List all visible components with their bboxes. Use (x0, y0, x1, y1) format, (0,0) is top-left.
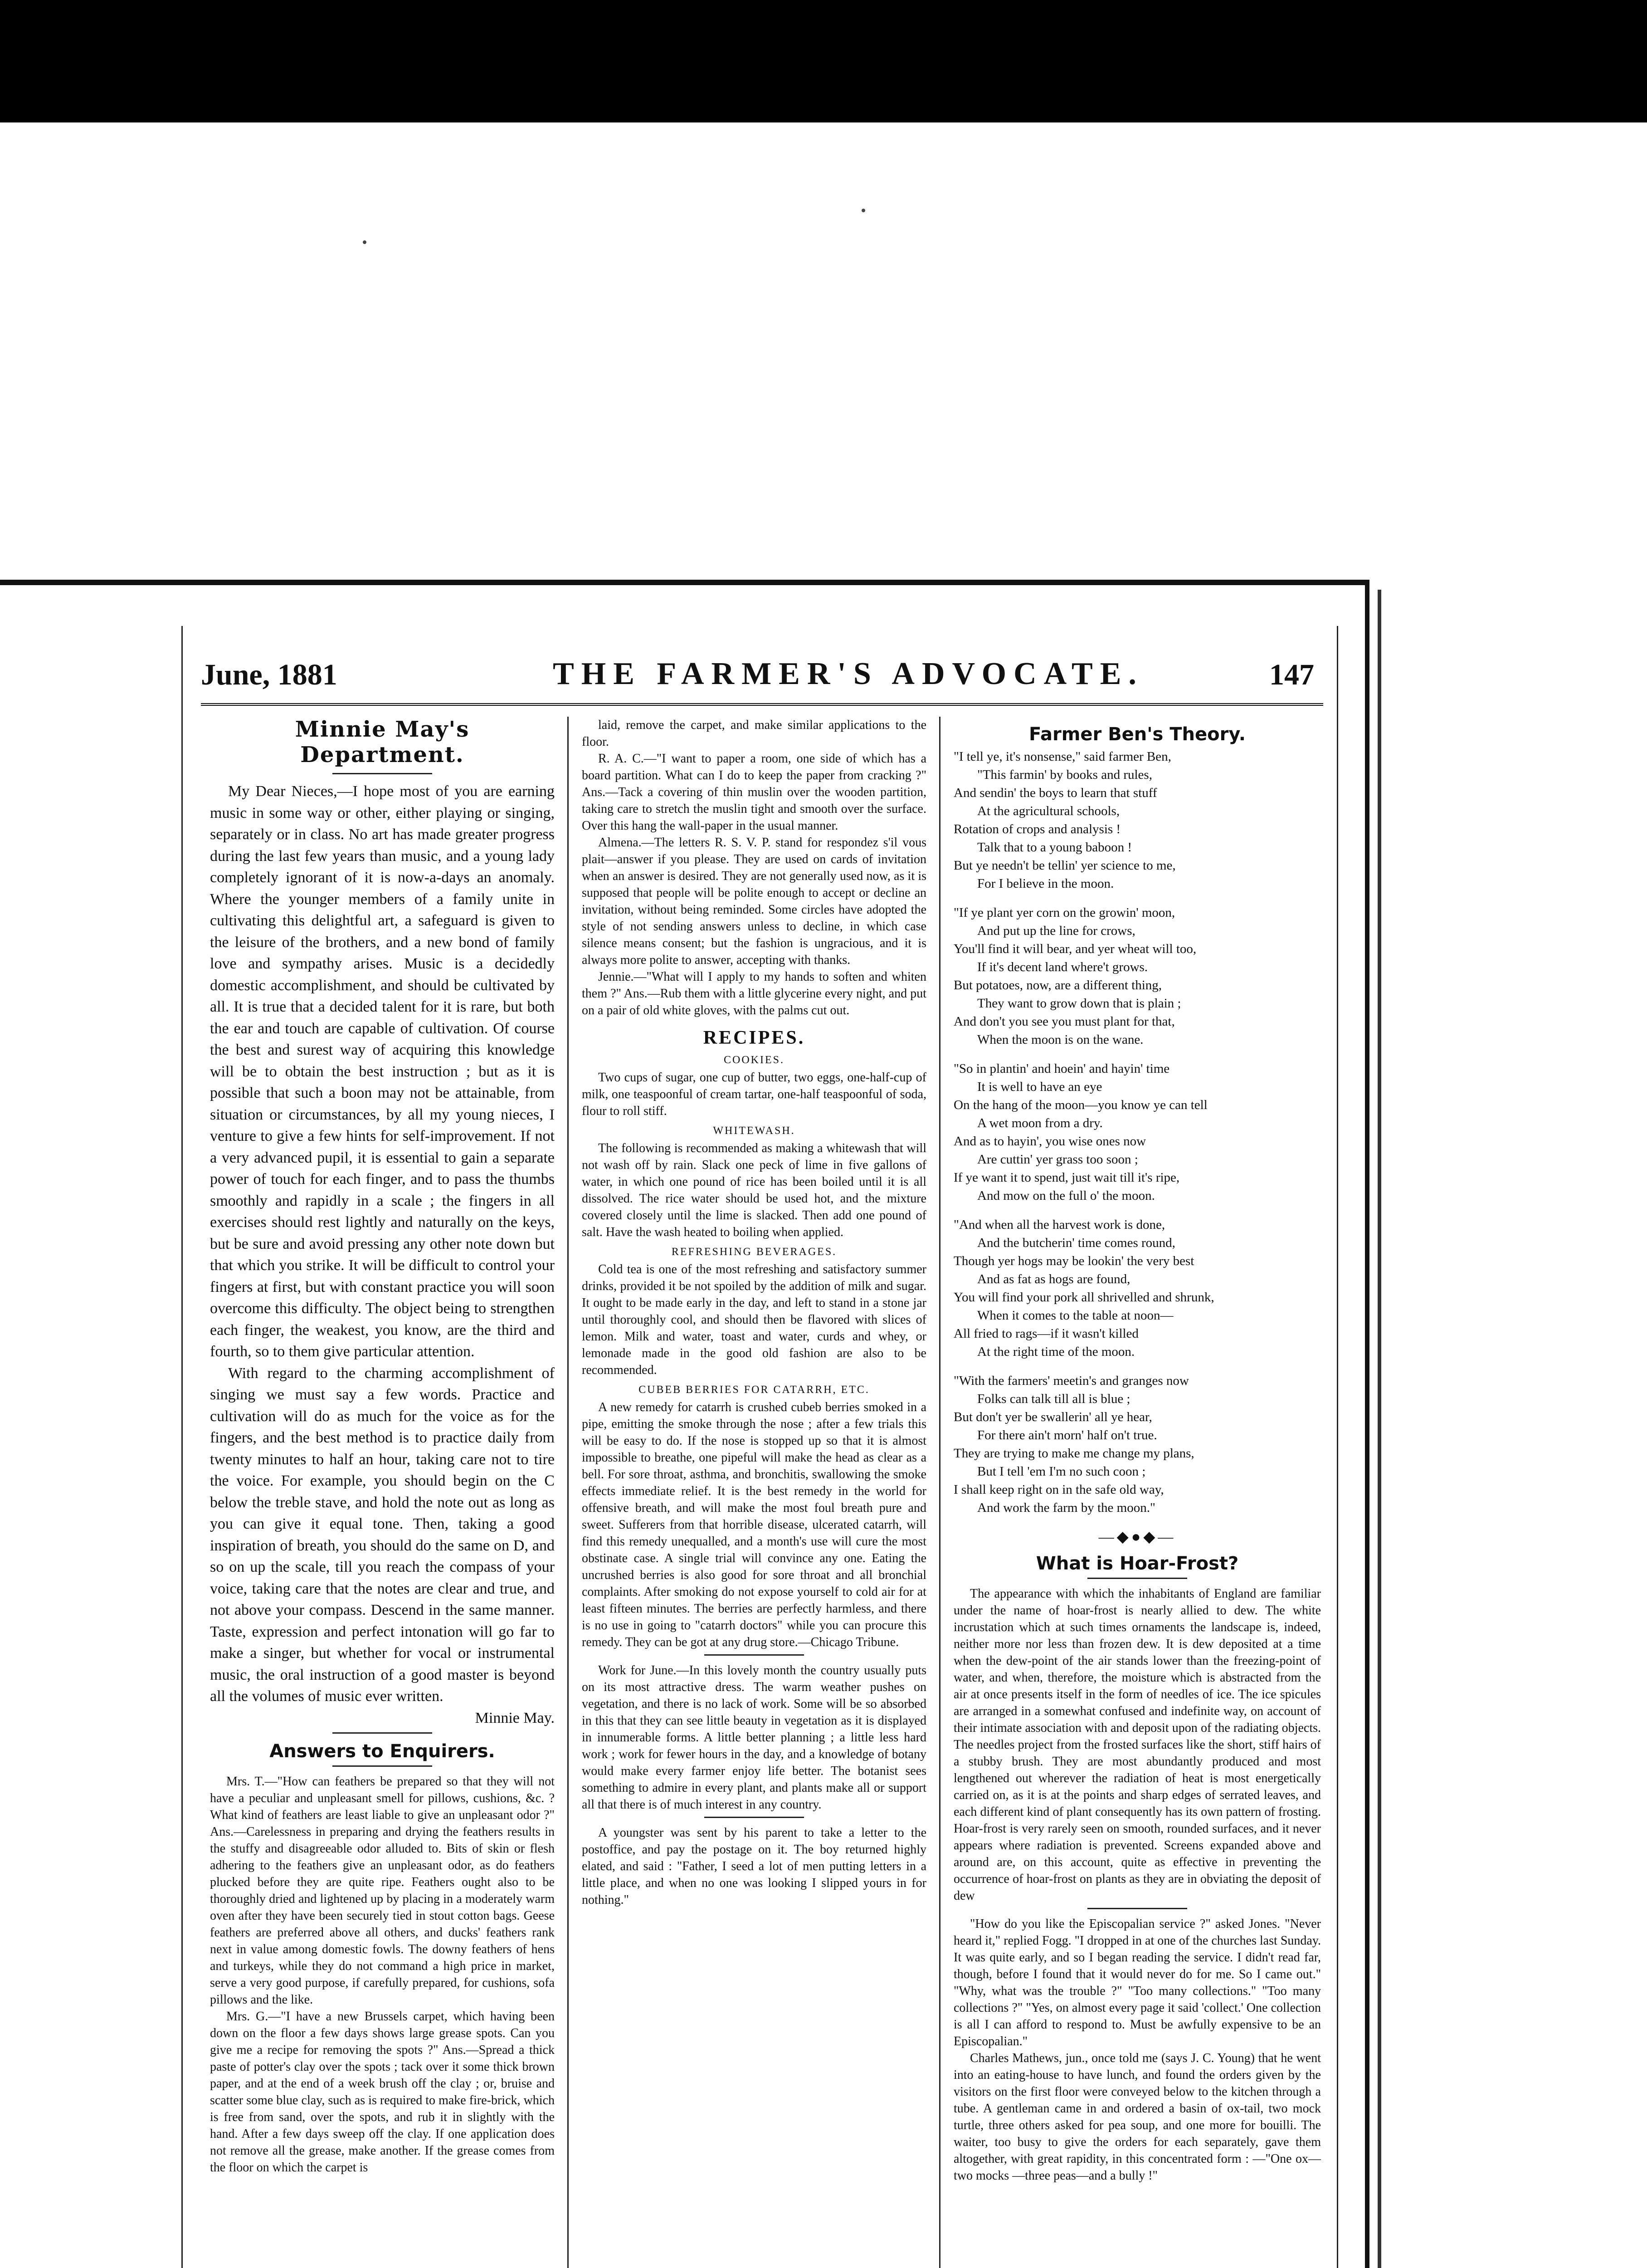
poem-line: On the hang of the moon—you know ye can tell (954, 1098, 1208, 1112)
column-left (210, 717, 555, 2268)
poem-stanza (954, 904, 1321, 1049)
poem-line: Are cuttin' yer grass too soon ; (977, 1152, 1138, 1167)
poem-line: "This farmin' by books and rules, (977, 767, 1152, 782)
poem-line: Talk that to a young baboon ! (977, 840, 1132, 855)
poem-line: But ye needn't be tellin' yer science to me, (954, 858, 1176, 873)
poem-line: They want to grow down that is plain ; (977, 996, 1181, 1011)
column-rule (567, 717, 569, 2268)
answer-paragraph: laid, remove the carpet, and make similar applications to the floor. (582, 718, 926, 749)
poem-line: They are trying to make me change my plans, (954, 1446, 1194, 1461)
answer-paragraph: Mrs. T.—"How can feathers be prepared so that they will not have a peculiar and unpleasant smell for pillows, cushions, &c. ? What kind of feathers are least liable to give an unpleasant odor ?" Ans.—Carelessness in preparing and drying the feathers results in the stuffy and disagreeable odor alluded to. Bits of skin or flesh adhering to the feathers give an unpleasant odor, as do feathers plucked before they are quite ripe. Feathers ought also to be thoroughly dried and lightened up by placing in a moderately warm oven after they have been securely tied in stout cotton bags. Geese feathers are preferred above all others, and ducks' feathers rank next in value among domestic fowls. The downy feathers of hens and turkeys, while they do not command a high price in market, serve a very good purpose, if carefully prepared, for cushions, sofa pillows and the like. (210, 1774, 555, 2007)
section-rule (1087, 1908, 1187, 1909)
poem-line: At the agricultural schools, (977, 804, 1120, 818)
poem-line: And the butcherin' time comes round, (977, 1236, 1175, 1250)
poem-line: And put up the line for crows, (977, 924, 1135, 938)
poem-line: And sendin' the boys to learn that stuff (954, 786, 1157, 800)
poem-line: And as to hayin', you wise ones now (954, 1134, 1146, 1149)
paper-speck (363, 240, 366, 244)
letter-paragraph: With regard to the charming accomplishment of singing we must say a few words. Practice and cultivation will do as much for the voice as for the fingers, and the best method is to practice daily from twenty minutes to half an hour, taking care not to tire the voice. For example, you should begin on the C below the treble stave, and hold the note out as long as you can give it equal tone. Then, taking a good inspiration of breath, you should do the same on D, and so on up the scale, till you reach the compass of your voice, taking care that the notes are clear and true, and not above your compass. Descend in the same manner. Taste, expression and perfect intonation will go far to make a singer, but whether for vocal or instrumental music, the oral instruction of a good master is beyond all the volumes of music ever written. (210, 1364, 555, 1705)
whitewash-heading: WHITEWASH. (713, 1125, 795, 1137)
poem-line: A wet moon from a dry. (977, 1116, 1103, 1130)
page-header (201, 626, 1323, 706)
section-rule (332, 1732, 432, 1734)
mathews-anecdote: Charles Mathews, jun., once told me (says J. C. Young) that he went into an eating-house to have lunch, and found the orders given by the visitors on the first floor were conveyed below to the kitchen through a tube. A gentleman came in and ordered a basin of ox-tail, two mock turtle, three others asked for pea soup, and one more for bouilli. The waiter, too busy to give the orders for each separately, gave them altogether, with great rapidity, in this concentrated form : —"One ox—two mocks —three peas—and a bully !" (954, 2051, 1321, 2183)
beverages-text: Cold tea is one of the most refreshing and satisfactory summer drinks, provided it be not spoiled by the addition of milk and sugar. It ought to be made early in the day, and left to stand in a stone jar until thoroughly cool, and should then be flavored with slices of lemon. Milk and water, toast and water, curds and whey, or lemonade made in the good old fashion are also to be recommended. (582, 1262, 926, 1377)
poem-line: "With the farmers' meetin's and granges now (954, 1374, 1189, 1388)
poem-line: At the right time of the moon. (977, 1344, 1135, 1359)
signature: Minnie May. (475, 1709, 555, 1726)
poem-line: But potatoes, now, are a different thing, (954, 978, 1162, 992)
poem-line: Folks can talk till all is blue ; (977, 1392, 1130, 1406)
cookies-heading: COOKIES. (723, 1054, 785, 1066)
poem-heading: Farmer Ben's Theory. (1029, 724, 1246, 745)
heading-rule (332, 773, 432, 774)
poem-stanza (954, 1216, 1321, 1361)
section-rule (332, 1765, 432, 1767)
poem-line: And don't you see you must plant for that, (954, 1014, 1175, 1029)
poem-stanza (954, 748, 1321, 893)
newspaper-page (181, 626, 1338, 2268)
answer-paragraph: Mrs. G.—"I have a new Brussels carpet, which having been down on the floor a few days shows large grease spots. Can you give me a recipe for removing the spots ?" Ans.—Spread a thick paste of potter's clay over the spots ; tack over it some thick brown paper, and at the end of a week brush off the clay ; or, bruise and scatter some blue clay, such as is required to make fire-brick, which is free from sand, over the spots, and rub it in slightly with the hand. After a few days sweep off the clay. If one application does not remove all the grease, make another. If the grease comes from the floor on which the carpet is (210, 2009, 555, 2175)
beverages-heading: REFRESHING BEVERAGES. (671, 1246, 837, 1258)
hoar-frost-heading: What is Hoar-Frost? (1036, 1553, 1239, 1574)
poem-line: And as fat as hogs are found, (977, 1272, 1130, 1286)
poem-line: "I tell ye, it's nonsense," said farmer Ben, (954, 749, 1171, 764)
section-rule (704, 1817, 804, 1818)
poem-line: But I tell 'em I'm no such coon ; (977, 1464, 1146, 1479)
poem-line: For there ain't morn' half on't true. (977, 1428, 1157, 1442)
masthead-title: THE FARMER'S ADVOCATE. (553, 656, 1144, 691)
department-heading: Minnie May's Department. (295, 717, 470, 767)
column-right (954, 717, 1321, 2268)
cubeb-heading: CUBEB BERRIES FOR CATARRH, ETC. (638, 1384, 870, 1396)
ornament-divider: —◆●◆— (1098, 1529, 1176, 1545)
issue-date: June, 1881 (201, 658, 337, 691)
poem-line: Rotation of crops and analysis ! (954, 822, 1121, 836)
book-spine-line (1378, 590, 1381, 2268)
hoar-frost-text: The appearance with which the inhabitants of England are familiar under the name of hoar-frost is nearly allied to dew. The white incrustation which at such times ornaments the landscape is, indeed, neither more nor less than frozen dew. It is dew deposited at a time when the dew-point of the air stands lower than the freezing-point of water, and when, therefore, the moisture which is abstracted from the air at once presents itself in the form of needles of ice. The ice spicules are arranged in a somewhat confused and indefinite way, on account of their intimate association with and deposit upon of the radiating objects. The needles project from the frosted surfaces like the short, stiff hairs of a stubby brush. They are most abundantly produced and most lengthened out wherever the radiation of heat is most energetically carried on, as it is at the points and sharp edges of serrated leaves, and each different kind of plant consequently has its own pattern of frosting. Hoar-frost is very rarely seen on smooth, rounded surfaces, and it never appears where radiation is prevented. Screens expanded above and around are, on this account, quite as effective in preventing the occurrence of hoar-frost on plants as they are in obviating the deposit of dew (954, 1587, 1321, 1903)
poem-line: And work the farm by the moon." (977, 1501, 1155, 1515)
poem-stanza (954, 1060, 1321, 1205)
poem-line: If it's decent land where't grows. (977, 960, 1148, 974)
poem-line: "So in plantin' and hoein' and hayin' time (954, 1061, 1170, 1076)
poem-line: When it comes to the table at noon— (977, 1308, 1174, 1323)
column-rule (939, 717, 940, 2268)
youngster-anecdote: A youngster was sent by his parent to take a letter to the postoffice, and pay the postage on it. The boy returned highly elated, and said : "Father, I seed a lot of men putting letters in a little place, and when no one was looking I slipped yours in for nothing." (582, 1826, 926, 1907)
answers-heading: Answers to Enquirers. (269, 1741, 495, 1762)
answer-paragraph: Almena.—The letters R. S. V. P. stand for respondez s'il vous plait—answer if you please. They are used on cards of invitation when an answer is desired. They are not generally used now, as it is supposed that people will be polite enough to accept or decline an invitation, without being reminded. Some circles have adopted the style of not sending answers unless to decline, in which case silence means consent; but the fashion is ungracious, and it is always more polite to answer, accepting with thanks. (582, 836, 926, 967)
page-number: 147 (1269, 658, 1314, 691)
paper-speck (862, 209, 865, 212)
poem-line: When the moon is on the wane. (977, 1032, 1144, 1047)
poem-line: But don't yer be swallerin' all ye hear, (954, 1410, 1152, 1424)
whitewash-recipe: The following is recommended as making a whitewash that will not wash off by rain. Slack one peck of lime in five gallons of water, in which one pound of rice has been boiled until it is all dissolved. The rice water should be used hot, and the mixture covered closely until the lime is slacked. Then add one pound of salt. Have the wash heated to boiling when applied. (582, 1141, 926, 1239)
recipes-heading: RECIPES. (703, 1027, 805, 1048)
poem-line: If ye want it to spend, just wait till it's ripe, (954, 1170, 1180, 1185)
top-black-band (0, 0, 1647, 122)
poem-line: Though yer hogs may be lookin' the very best (954, 1254, 1194, 1268)
poem-line: It is well to have an eye (977, 1080, 1102, 1094)
section-rule (704, 1654, 804, 1656)
poem-line: You will find your pork all shrivelled and shrunk, (954, 1290, 1214, 1305)
poem-line: All fried to rags—if it wasn't killed (954, 1326, 1139, 1341)
cubeb-text: A new remedy for catarrh is crushed cubeb berries smoked in a pipe, emitting the smoke through the nose ; after a few trials this will be easy to do. If the nose is stopped up so that it is almost impossible to breathe, one pipeful will make the head as clear as a bell. For sore throat, asthma, and bronchitis, swallowing the smoke effects immediate relief. It is the best remedy in the world for offensive breath, and will make the most foul breath pure and sweet. Sufferers from that horrible disease, ulcerated catarrh, will find this remedy unequalled, and a month's use will cure the most obstinate case. A single trial will convince any one. Eating the uncrushed berries is also good for sore throat and all bronchial complaints. After smoking do not expose yourself to cold air for at least fifteen minutes. The berries are perfectly harmless, and there is no use in going to "catarrh doctors" while you can procure this remedy. They can be got at any drug store.—Chicago Tribune. (582, 1400, 926, 1649)
column-middle (582, 717, 926, 2268)
answer-paragraph: Jennie.—"What will I apply to my hands to soften and whiten them ?" Ans.—Rub them with a little glycerine every night, and put on a pair of old white gloves, with the palms cut out. (582, 970, 926, 1017)
poem-line: "And when all the harvest work is done, (954, 1217, 1165, 1232)
section-rule (1087, 1578, 1187, 1579)
episcopalian-anecdote: "How do you like the Episcopalian service ?" asked Jones. "Never heard it," replied Fogg. "I dropped in at one of the churches last Sunday. It was quite early, and so I began reading the service. I didn't read far, though, before I found that it would never do for me. So I came out." "Why, what was the trouble ?" "Too many collections." "Too many collections ?" "Yes, on almost every page it said 'collect.' One collection is all I can afford to respond to. Must be awfully expensive to be an Episcopalian." (954, 1917, 1321, 2048)
poem-farmer-ben (954, 748, 1321, 1517)
work-for-june: Work for June.—In this lovely month the country usually puts on its most attractive dress. The warm weather pushes on vegetation, and there is no lack of work. Some will be so absorbed in this that they can see little beauty in vegetation as it is displayed in innumerable forms. A little better planning ; a little less hard work ; work for fewer hours in the day, and a knowledge of botany would make every farmer enjoy life better. The botanist sees something to admire in every plant, and plants make all or support all that there is of much interest in any country. (582, 1663, 926, 1812)
poem-line: For I believe in the moon. (977, 876, 1114, 891)
poem-line: "If ye plant yer corn on the growin' moon, (954, 905, 1175, 920)
letter-paragraph: My Dear Nieces,—I hope most of you are earning music in some way or other, either playing or singing, separately or in class. No art has made greater progress during the last few years than music, and a young lady completely ignorant of it is now-a-days an anomaly. Where the younger members of a family unite in cultivating this delightful art, a safeguard is given to the leisure of the brothers, and a new bond of family love and sympathy arises. Music is a decidedly domestic accomplishment, and should be cultivated by all. It is true that a decided talent for it is rare, but both the ear and touch are capable of cultivation. Of course the best and surest way of acquiring this knowledge will be to obtain the best instruction ; but as it is possible that such a boon may not be attainable, from situation or circumstances, by all my young nieces, I venture to give a few hints for self-improvement. If not a very advanced pupil, it is essential to gain a separate power of touch for each finger, and to pass the thumbs smoothly and rapidly in a scale ; the fingers in all exercises should rest lightly and naturally on the keys, but be sure and avoid pressing any other note down but that which you strike. It will be difficult to control your fingers at first, but with constant practice you will soon overcome this difficulty. The object being to strengthen each finger, the weakest, you know, are the third and fourth, so to them give particular attention. (210, 783, 555, 1360)
poem-line: I shall keep right on in the safe old way, (954, 1482, 1164, 1497)
poem-stanza (954, 1372, 1321, 1517)
answer-paragraph: R. A. C.—"I want to paper a room, one side of which has a board partition. What can I do to keep the paper from cracking ?" Ans.—Tack a covering of thin muslin over the wooden partition, taking care to stretch the muslin tight and smooth over the surface. Over this hang the wall-paper in the usual manner. (582, 752, 926, 833)
cookies-recipe: Two cups of sugar, one cup of butter, two eggs, one-half-cup of milk, one teaspoonful of cream tartar, one-half teaspoonful of soda, flour to roll stiff. (582, 1070, 926, 1118)
poem-line: And mow on the full o' the moon. (977, 1188, 1155, 1203)
poem-line: You'll find it will bear, and yer wheat will too, (954, 942, 1197, 956)
